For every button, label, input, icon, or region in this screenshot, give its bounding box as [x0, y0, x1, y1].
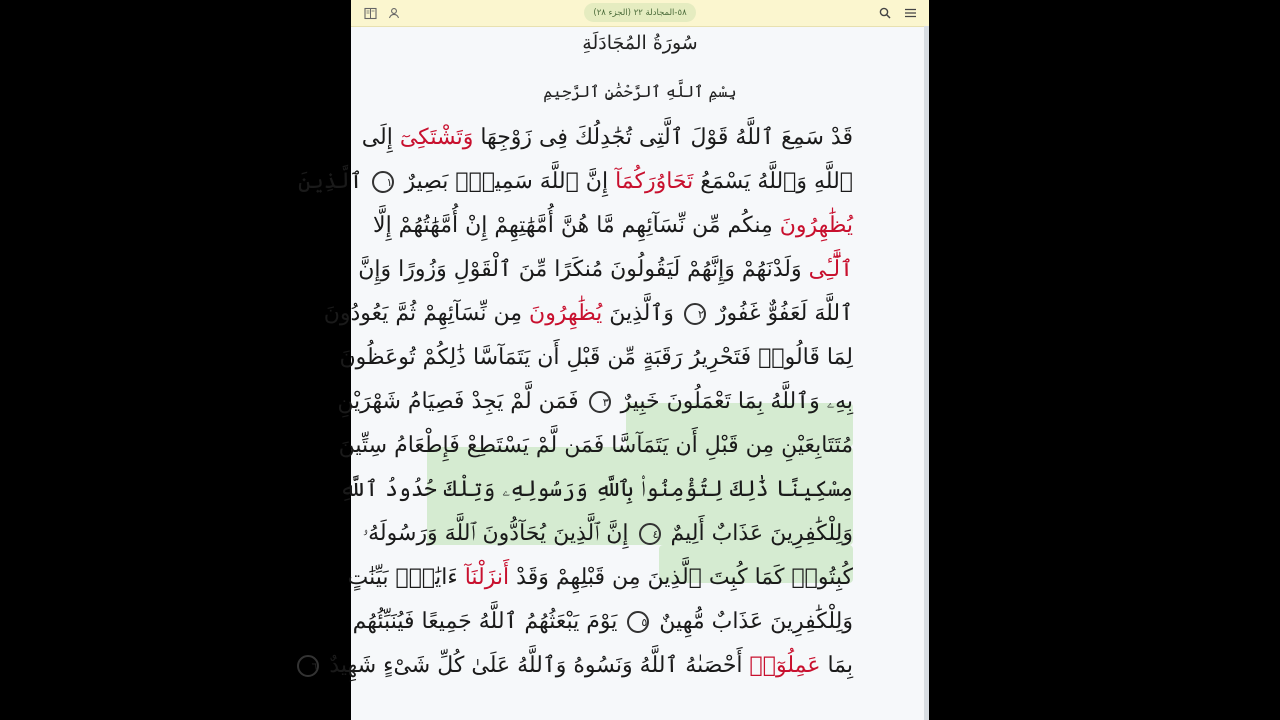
search-icon[interactable] — [877, 5, 893, 21]
bookmark-icon[interactable] — [362, 5, 378, 21]
surah-title: سُورَةُ المُجَادَلَةِ — [582, 32, 698, 54]
ayah-text: يَوْمَ يَبْعَثُهُمُ ٱللَّهُ جَمِيعًا فَيُنَبِّئُهُم — [352, 609, 625, 634]
ayah-text: إِنَّ ٱلَّذِينَ يُحَآدُّونَ ٱللَّهَ وَرَسُولَهُۥ — [362, 521, 636, 546]
text-line — [352, 600, 853, 644]
ayah-text: ءَايَٰتٍۭ بَيِّنَٰتٍ — [347, 565, 458, 590]
ayah-number-marker[interactable]: ٥ — [627, 611, 649, 633]
ayah-text: ٱللَّهِ وَٱللَّهُ يَسْمَعُ — [700, 169, 853, 194]
text-line — [337, 380, 853, 424]
ayah-number-marker[interactable]: ٦ — [297, 655, 319, 677]
ayah-text: لِمَا قَالُوا۟ فَتَحْرِيرُ رَقَبَةٍ مِّن قَبْلِ أَن يَتَمَآسَّا ذَٰلِكُمْ تُوعَظُونَ — [339, 345, 853, 370]
ayah-text: مِسْكِينًا ذَٰلِكَ لِتُؤْمِنُوا۟ بِٱللَّهِ وَرَسُولِهِۦ وَتِلْكَ حُدُودُ ٱللَّهِ — [339, 477, 853, 502]
ayah-number-marker[interactable]: ١ — [372, 171, 394, 193]
text-line — [338, 424, 853, 468]
user-icon[interactable] — [386, 5, 402, 21]
scrollbar[interactable] — [924, 26, 929, 720]
tajweed-highlight-word[interactable]: تَحَاوُرَكُمَآ — [615, 169, 694, 194]
ayah-number-marker[interactable]: ٢ — [684, 303, 706, 325]
menu-icon[interactable] — [902, 5, 918, 21]
ayah-text: وَٱلَّذِينَ — [609, 301, 681, 326]
ayah-text: وَلِلْكَٰفِرِينَ عَذَابٌ أَلِيمٌ — [663, 521, 853, 546]
ayah-text: إِلَى — [361, 125, 393, 150]
tajweed-highlight-word[interactable]: يُظَٰهِرُونَ — [529, 301, 603, 326]
tajweed-highlight-word[interactable]: عَمِلُوٓا۟ — [749, 653, 821, 678]
ayah-text: بِمَا — [827, 653, 853, 678]
ayah-text: بِهِۦ وَٱللَّهُ بِمَا تَعْمَلُونَ خَبِيرٌ — [613, 389, 853, 414]
page-location-button[interactable]: ٥٨-المجادلة ٢٢ (الجزء ٢٨) — [584, 3, 696, 22]
text-line — [339, 336, 853, 380]
ayah-text: مِن نِّسَآئِهِمْ ثُمَّ يَعُودُونَ — [323, 301, 523, 326]
text-line — [361, 116, 853, 160]
ayah-number-marker[interactable]: ٤ — [639, 523, 661, 545]
ayah-text: إِنَّ ٱللَّهَ سَمِيعٌۢ بَصِيرٌ — [397, 169, 609, 194]
ayah-number-marker[interactable]: ٣ — [589, 391, 611, 413]
tajweed-highlight-word[interactable]: ٱلَّٰٓـِٔى — [808, 257, 853, 282]
top-toolbar — [351, 0, 929, 27]
text-line — [373, 204, 853, 248]
text-line — [298, 160, 853, 204]
basmala: بِسْمِ ٱللَّهِ ٱلرَّحْمَٰنِ ٱلرَّحِيمِ — [543, 82, 737, 101]
ayah-text: ٱلَّذِينَ — [298, 169, 370, 194]
ayah-text: وَلِلْكَٰفِرِينَ عَذَابٌ مُّهِينٌ — [652, 609, 853, 634]
text-line — [323, 292, 853, 336]
ayah-text: ٱللَّهَ لَعَفُوٌّ غَفُورٌ — [708, 301, 853, 326]
mushaf-screen — [298, 0, 929, 720]
text-line — [362, 512, 853, 556]
tajweed-highlight-word[interactable]: أَنزَلْنَآ — [464, 565, 510, 590]
text-line — [347, 556, 853, 600]
text-line — [311, 644, 853, 688]
text-line — [339, 468, 853, 512]
ayah-text: وَلَدْنَهُمْ وَإِنَّهُمْ لَيَقُولُونَ مُنكَرًا مِّنَ ٱلْقَوْلِ وَزُورًا وَإِنَّ — [358, 257, 802, 282]
ayah-text: فَمَن لَّمْ يَجِدْ فَصِيَامُ شَهْرَيْنِ — [337, 389, 586, 414]
ayah-text: مِنكُم مِّن نِّسَآئِهِم مَّا هُنَّ أُمَّهَٰتِهِمْ إِنْ أُمَّهَٰتُهُمْ إِلَّا — [373, 213, 773, 238]
tajweed-highlight-word[interactable]: وَتَشْتَكِىٓ — [399, 125, 474, 150]
ayah-text: قَدْ سَمِعَ ٱللَّهُ قَوْلَ ٱلَّتِى تُجَٰدِلُكَ فِى زَوْجِهَا — [480, 125, 853, 150]
text-line — [358, 248, 853, 292]
ayah-text: مُتَتَابِعَيْنِ مِن قَبْلِ أَن يَتَمَآسَّا فَمَن لَّمْ يَسْتَطِعْ فَإِطْعَامُ سِتِّينَ — [338, 433, 853, 458]
ayah-text: أَحْصَىٰهُ ٱللَّهُ وَنَسُوهُ وَٱللَّهُ عَلَىٰ كُلِّ شَىْءٍ شَهِيدٌ — [322, 653, 743, 678]
ayah-text: كُبِتُوا۟ كَمَا كُبِتَ ٱلَّذِينَ مِن قَبْلِهِمْ وَقَدْ — [516, 565, 853, 590]
tajweed-highlight-word[interactable]: يُظَٰهِرُونَ — [779, 213, 853, 238]
